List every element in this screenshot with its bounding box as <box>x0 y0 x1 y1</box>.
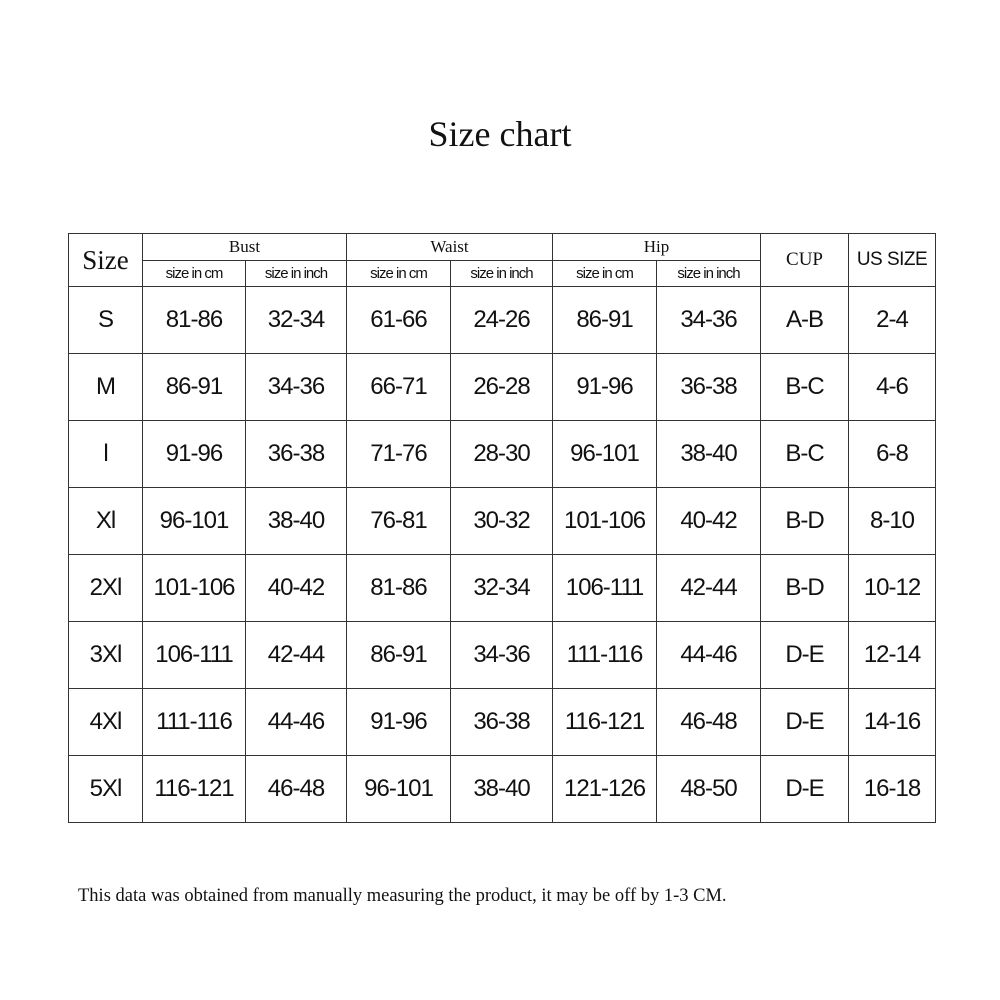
cell-hip-inch: 46-48 <box>657 689 761 756</box>
cell-us-size: 14-16 <box>849 689 936 756</box>
cell-cup: B-D <box>761 488 849 555</box>
cell-bust-inch: 40-42 <box>246 555 347 622</box>
waist-group-header: Waist <box>347 234 553 261</box>
waist-cm-subheader: size in cm <box>347 261 451 287</box>
cell-us-size: 6-8 <box>849 421 936 488</box>
cell-cup: B-C <box>761 354 849 421</box>
cell-size: 2Xl <box>69 555 143 622</box>
cell-bust-cm: 106-111 <box>143 622 246 689</box>
cell-us-size: 12-14 <box>849 622 936 689</box>
waist-inch-subheader: size in inch <box>451 261 553 287</box>
cell-us-size: 2-4 <box>849 287 936 354</box>
cell-us-size: 16-18 <box>849 756 936 823</box>
size-column-header: Size <box>69 234 143 287</box>
cell-waist-inch: 28-30 <box>451 421 553 488</box>
cell-waist-inch: 24-26 <box>451 287 553 354</box>
cell-hip-inch: 44-46 <box>657 622 761 689</box>
table-row <box>69 555 936 622</box>
cell-waist-cm: 81-86 <box>347 555 451 622</box>
cell-bust-cm: 116-121 <box>143 756 246 823</box>
cell-bust-inch: 46-48 <box>246 756 347 823</box>
hip-group-header: Hip <box>553 234 761 261</box>
us-size-column-header: US SIZE <box>849 234 936 287</box>
table-row <box>69 287 936 354</box>
cell-size: M <box>69 354 143 421</box>
header-row-groups <box>69 234 936 261</box>
cell-waist-inch: 34-36 <box>451 622 553 689</box>
cell-size: 3Xl <box>69 622 143 689</box>
cell-waist-inch: 26-28 <box>451 354 553 421</box>
cup-column-header: CUP <box>761 234 849 287</box>
cell-waist-cm: 86-91 <box>347 622 451 689</box>
cell-cup: D-E <box>761 689 849 756</box>
page-title: Size chart <box>428 114 572 154</box>
cell-bust-inch: 36-38 <box>246 421 347 488</box>
cell-waist-inch: 36-38 <box>451 689 553 756</box>
cell-bust-inch: 42-44 <box>246 622 347 689</box>
cell-waist-inch: 32-34 <box>451 555 553 622</box>
cell-hip-cm: 121-126 <box>553 756 657 823</box>
cell-hip-inch: 48-50 <box>657 756 761 823</box>
table-row <box>69 488 936 555</box>
cell-cup: D-E <box>761 622 849 689</box>
cell-hip-cm: 101-106 <box>553 488 657 555</box>
cell-waist-cm: 91-96 <box>347 689 451 756</box>
bust-cm-subheader: size in cm <box>143 261 246 287</box>
cell-size: Xl <box>69 488 143 555</box>
size-chart-table <box>68 233 936 823</box>
cell-bust-inch: 38-40 <box>246 488 347 555</box>
table-row <box>69 622 936 689</box>
cell-size: 5Xl <box>69 756 143 823</box>
hip-cm-subheader: size in cm <box>553 261 657 287</box>
cell-hip-inch: 38-40 <box>657 421 761 488</box>
cell-bust-cm: 91-96 <box>143 421 246 488</box>
cell-size: 4Xl <box>69 689 143 756</box>
cell-waist-inch: 38-40 <box>451 756 553 823</box>
cell-us-size: 10-12 <box>849 555 936 622</box>
cell-waist-cm: 66-71 <box>347 354 451 421</box>
cell-size: l <box>69 421 143 488</box>
cell-bust-cm: 86-91 <box>143 354 246 421</box>
cell-hip-inch: 40-42 <box>657 488 761 555</box>
cell-bust-inch: 32-34 <box>246 287 347 354</box>
cell-hip-cm: 86-91 <box>553 287 657 354</box>
bust-inch-subheader: size in inch <box>246 261 347 287</box>
cell-cup: B-C <box>761 421 849 488</box>
cell-size: S <box>69 287 143 354</box>
cell-cup: D-E <box>761 756 849 823</box>
cell-bust-cm: 101-106 <box>143 555 246 622</box>
cell-waist-cm: 96-101 <box>347 756 451 823</box>
table-row <box>69 354 936 421</box>
bust-group-header: Bust <box>143 234 347 261</box>
cell-hip-inch: 42-44 <box>657 555 761 622</box>
cell-waist-inch: 30-32 <box>451 488 553 555</box>
cell-hip-cm: 116-121 <box>553 689 657 756</box>
table-row <box>69 421 936 488</box>
cell-bust-cm: 81-86 <box>143 287 246 354</box>
cell-hip-cm: 111-116 <box>553 622 657 689</box>
cell-waist-cm: 71-76 <box>347 421 451 488</box>
table-row <box>69 689 936 756</box>
table-body <box>69 287 936 823</box>
cell-hip-cm: 91-96 <box>553 354 657 421</box>
cell-bust-cm: 96-101 <box>143 488 246 555</box>
cell-hip-inch: 34-36 <box>657 287 761 354</box>
measurement-footnote: This data was obtained from manually measuring the product, it may be off by 1-3 CM. <box>78 886 727 906</box>
cell-bust-inch: 34-36 <box>246 354 347 421</box>
cell-hip-cm: 106-111 <box>553 555 657 622</box>
cell-us-size: 8-10 <box>849 488 936 555</box>
hip-inch-subheader: size in inch <box>657 261 761 287</box>
cell-waist-cm: 76-81 <box>347 488 451 555</box>
cell-hip-cm: 96-101 <box>553 421 657 488</box>
cell-hip-inch: 36-38 <box>657 354 761 421</box>
cell-us-size: 4-6 <box>849 354 936 421</box>
cell-cup: B-D <box>761 555 849 622</box>
cell-waist-cm: 61-66 <box>347 287 451 354</box>
cell-cup: A-B <box>761 287 849 354</box>
cell-bust-inch: 44-46 <box>246 689 347 756</box>
table-row <box>69 756 936 823</box>
cell-bust-cm: 111-116 <box>143 689 246 756</box>
